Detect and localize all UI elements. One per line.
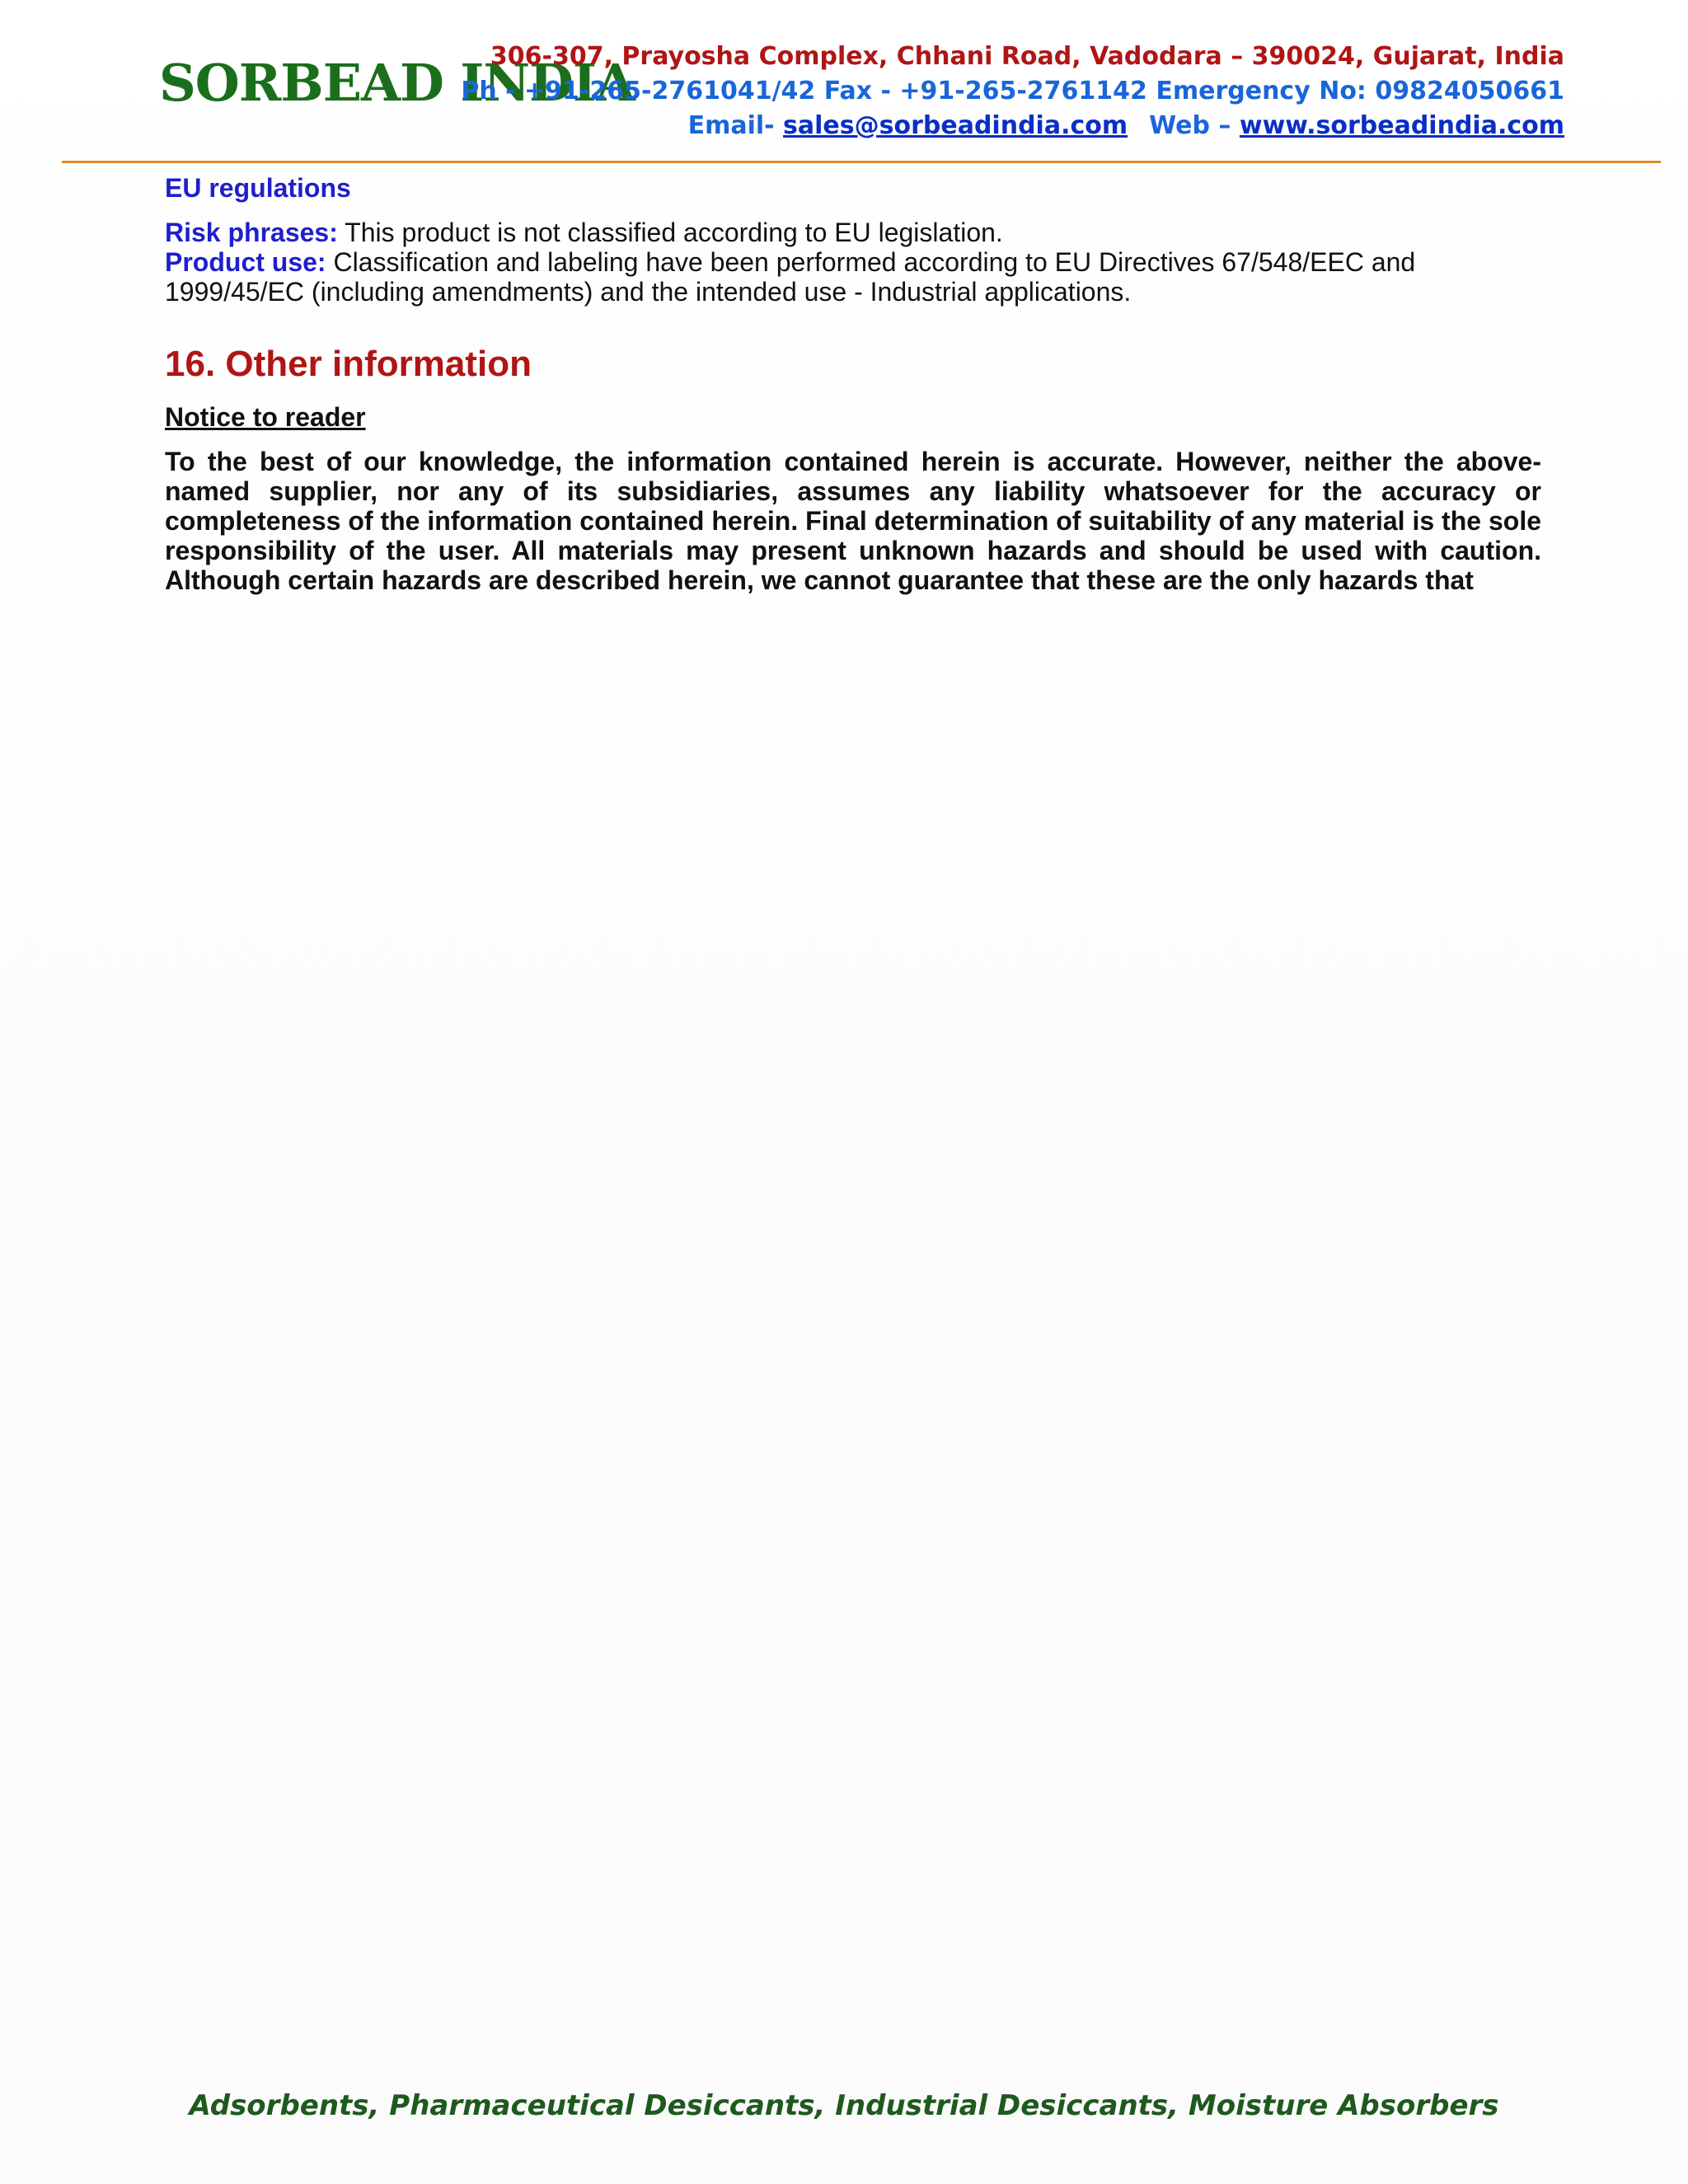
phone-fax-emergency: Ph - +91-265-2761041/42 Fax - +91-265-2761142 Emergency No: 09824050661: [461, 77, 1564, 105]
document-body: [165, 173, 1541, 595]
risk-phrases-label: Risk phrases:: [165, 218, 338, 247]
section-16-heading: 16. Other information: [165, 344, 532, 384]
notice-to-reader-text: To the best of our knowledge, the information contained herein is accurate. However, neither the above-named supplier, nor any of its subsidiaries, assumes any liability whatsoever for the accuracy or completeness of the information contained herein. Final determination of suitability of any material is the sole responsibility of the user. All materials may present unknown hazards and should be used with caution. Although certain hazards are described herein, we cannot guarantee that these are the only hazards that: [165, 447, 1541, 595]
notice-to-reader-heading: Notice to reader: [165, 402, 366, 432]
website-link[interactable]: www.sorbeadindia.com: [1239, 111, 1564, 140]
email-label: Email-: [687, 111, 784, 140]
letterhead: [0, 0, 1688, 163]
web-label: Web –: [1149, 111, 1240, 140]
eu-regulations-heading: EU regulations: [165, 173, 351, 203]
risk-phrases-text: This product is not classified according to EU legislation.: [337, 218, 1003, 247]
risk-phrases-paragraph: [165, 218, 1541, 247]
header-divider: [62, 161, 1661, 163]
company-address: 306-307, Prayosha Complex, Chhani Road, Vadodara – 390024, Gujarat, India: [490, 42, 1564, 71]
company-name: SORBEAD INDIA: [159, 53, 635, 113]
product-use-text: Classification and labeling have been performed according to EU Directives 67/548/EEC and 1999/45/EC (including amendments) and the intended use - Industrial applications.: [165, 247, 1416, 307]
product-use-label: Product use:: [165, 247, 326, 277]
email-link[interactable]: sales@sorbeadindia.com: [783, 111, 1128, 140]
footer-tagline: Adsorbents, Pharmaceutical Desiccants, Industrial Desiccants, Moisture Absorbers: [189, 2089, 1499, 2122]
product-use-paragraph: [165, 247, 1541, 307]
contact-block: [461, 40, 1564, 143]
email-web-line: [461, 109, 1564, 143]
